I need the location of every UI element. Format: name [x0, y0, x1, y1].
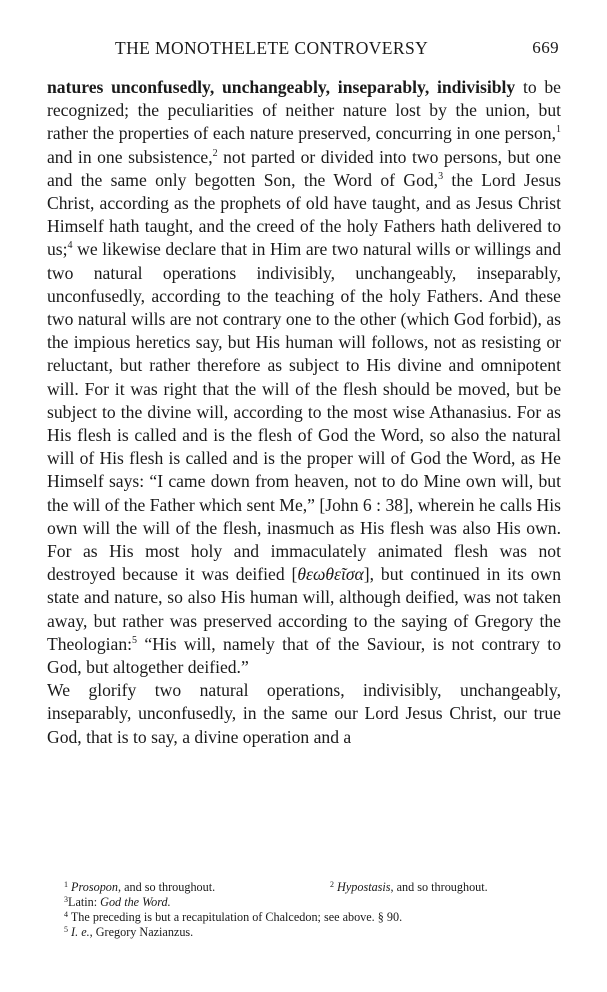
footnote-ref-5: 5 [132, 634, 138, 646]
footnote-1 [64, 880, 330, 895]
footnote-number: 2 [330, 880, 334, 889]
footnote-text: , and so throughout. [118, 880, 216, 894]
footnote-term: Prosopon [71, 880, 118, 894]
paragraph-2 [47, 679, 561, 749]
text-run: “His will, namely that of the Saviour, is not contrary to God, but altogether deified.” [47, 633, 561, 678]
footnote-ref-3: 3 [438, 170, 444, 182]
footnote-ref-1: 1 [556, 124, 561, 136]
text-run: we likewise declare that in Him are two natural wills or willings and two natural operations indivisibly, unchangeably, inseparably, unconfusedly, according to the teaching of the holy Fathers. And these two natural wills are not contrary one to the other (which God forbid), as the impious heretics say, but His human will follows, not as resisting or reluctant, but rather therefore as subject to His divine and omnipotent will. For it was right that the will of the flesh should be moved, but be subject to the divine will, according to the most wise Athanasius. For as His flesh is called and is the flesh of God the Word, so also the natural will of His flesh is called and is the proper will of God the Word, as He Himself says: “I came down from heaven, not to do Mine own will, but the will of the Father which sent Me,” [John 6 : 38], wherein he calls His own will the will of the flesh, inasmuch as His flesh was also His own. For as His most holy and immaculately animated flesh was not destroyed because it was deified [ [47, 239, 561, 585]
footnote-text: , Gregory Nazianzus. [89, 925, 194, 939]
footnote-ref-4: 4 [67, 240, 73, 252]
running-head [47, 38, 561, 66]
footnote-text: Latin: [68, 895, 101, 909]
greek-term: θεωθεῖσα [297, 564, 364, 585]
text-run: ], but continued in its own state and nature, so also His human will, although deified, was not taken away, but rather was preserved according to the saying of Gregory the Theologian: [47, 564, 561, 654]
footnote-text: , and so throughout. [390, 880, 488, 894]
footnotes [64, 880, 564, 940]
footnote-term: I. e. [71, 925, 90, 939]
text-run: not parted or divided into two persons, but one and the same only begotten Son, the Word of God, [47, 146, 561, 190]
continued-lead-text: natures unconfusedly, unchangeably, inseparably, indivisibly [47, 77, 516, 97]
footnote-ref-2: 2 [212, 147, 218, 159]
page-number: 669 [532, 38, 559, 57]
footnote-term: God the Word. [100, 895, 171, 909]
text-run: the Lord Jesus Christ, according as the prophets of old have taught, and as Jesus Christ Himself hath taught, and the creed of the holy Fathers hath delivered to us; [47, 169, 561, 260]
paragraph-1 [47, 76, 561, 679]
footnote-5 [64, 925, 564, 940]
page [47, 38, 561, 749]
text-run: We glorify two natural operations, indivisibly, unchangeably, inseparably, unconfusedly, in the same our Lord Jesus Christ, our true God, that is to say, a divine operation and a [47, 680, 561, 747]
footnote-number: 5 [64, 925, 68, 934]
running-title: THE MONOTHELETE CONTROVERSY [115, 38, 429, 58]
body-text [47, 76, 561, 749]
footnote-number: 1 [64, 880, 68, 889]
footnote-2 [330, 880, 488, 895]
footnote-row [64, 880, 564, 895]
text-run: and in one subsistence, [47, 146, 213, 167]
footnote-4 [64, 910, 564, 925]
footnote-3 [64, 895, 564, 910]
text-run: to be recognized; the peculiarities of neither nature lost by the union, but rather the properties of each nature preserved, concurring in one person, [47, 77, 561, 144]
footnote-term: Hypostasis [337, 880, 391, 894]
footnote-number: 3 [64, 895, 68, 904]
footnote-number: 4 [64, 910, 68, 919]
footnote-text: The preceding is but a recapitulation of Chalcedon; see above. § 90. [70, 910, 403, 924]
